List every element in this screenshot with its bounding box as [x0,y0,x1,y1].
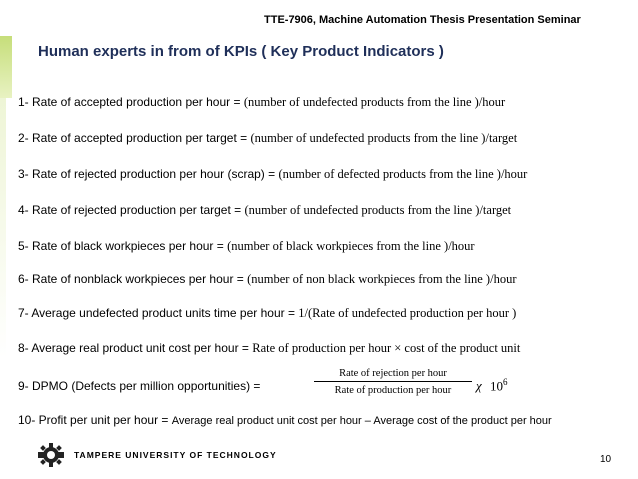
kpi-label: 1- Rate of accepted production per hour = [18,95,244,109]
power-exponent: 6 [503,377,508,387]
fraction-numerator: Rate of rejection per hour [314,368,472,382]
kpi-formula: Average real product unit cost per hour – Average cost of the product per hour [171,415,552,427]
kpi-item-4 [18,203,511,218]
university-logo [36,442,277,468]
power-of-ten [490,377,508,394]
kpi-item-3 [18,167,527,182]
kpi-label: 10- Profit per unit per hour = [18,413,172,427]
page-number: 10 [600,454,612,465]
kpi-item-10 [18,413,552,427]
kpi-item-5 [18,239,475,254]
kpi-label: 9- DPMO (Defects per million opportunities) = [18,379,261,393]
slide-title: Human experts in from of KPIs ( Key Product Indicators ) [38,43,444,60]
power-base: 10 [490,378,503,394]
accent-bar [0,36,12,98]
kpi-label: 3- Rate of rejected production per hour (scrap) = [18,167,279,181]
kpi-formula: (number of non black workpieces from the line )/hour [247,272,517,286]
kpi-label: 2- Rate of accepted production per target = [18,131,251,145]
kpi-item-7 [18,306,516,321]
kpi-item-6 [18,272,517,287]
kpi-label: 7- Average undefected product units time per hour = [18,306,299,320]
kpi-formula: Rate of production per hour × cost of the product unit [252,341,521,355]
kpi-label: 8- Average real product unit cost per hour = [18,341,253,355]
accent-bar-fade [0,98,6,358]
kpi-formula: 1/(Rate of undefected production per hour ) [298,306,517,320]
kpi-item-8 [18,341,520,356]
kpi-formula: (number of black workpieces from the line )/hour [227,239,475,253]
kpi-label: 5- Rate of black workpieces per hour = [18,239,228,253]
kpi-formula: (number of undefected products from the line )/hour [243,95,506,109]
kpi-item-2 [18,131,517,146]
kpi-formula: (number of defected products from the line )/hour [278,167,528,181]
kpi-formula: (number of undefected products from the line )/target [244,203,512,217]
seminar-header: TTE-7906, Machine Automation Thesis Presentation Seminar [264,14,581,26]
tut-emblem-icon [36,442,66,468]
dpmo-fraction [314,368,472,396]
university-name: TAMPERE UNIVERSITY OF TECHNOLOGY [74,450,277,460]
kpi-label: 6- Rate of nonblack workpieces per hour = [18,272,248,286]
fraction-denominator: Rate of production per hour [334,385,452,396]
kpi-item-1 [18,95,505,110]
kpi-label: 4- Rate of rejected production per target = [18,203,245,217]
kpi-formula: (number of undefected products from the line )/target [250,131,518,145]
chi-symbol: χ [476,378,482,393]
